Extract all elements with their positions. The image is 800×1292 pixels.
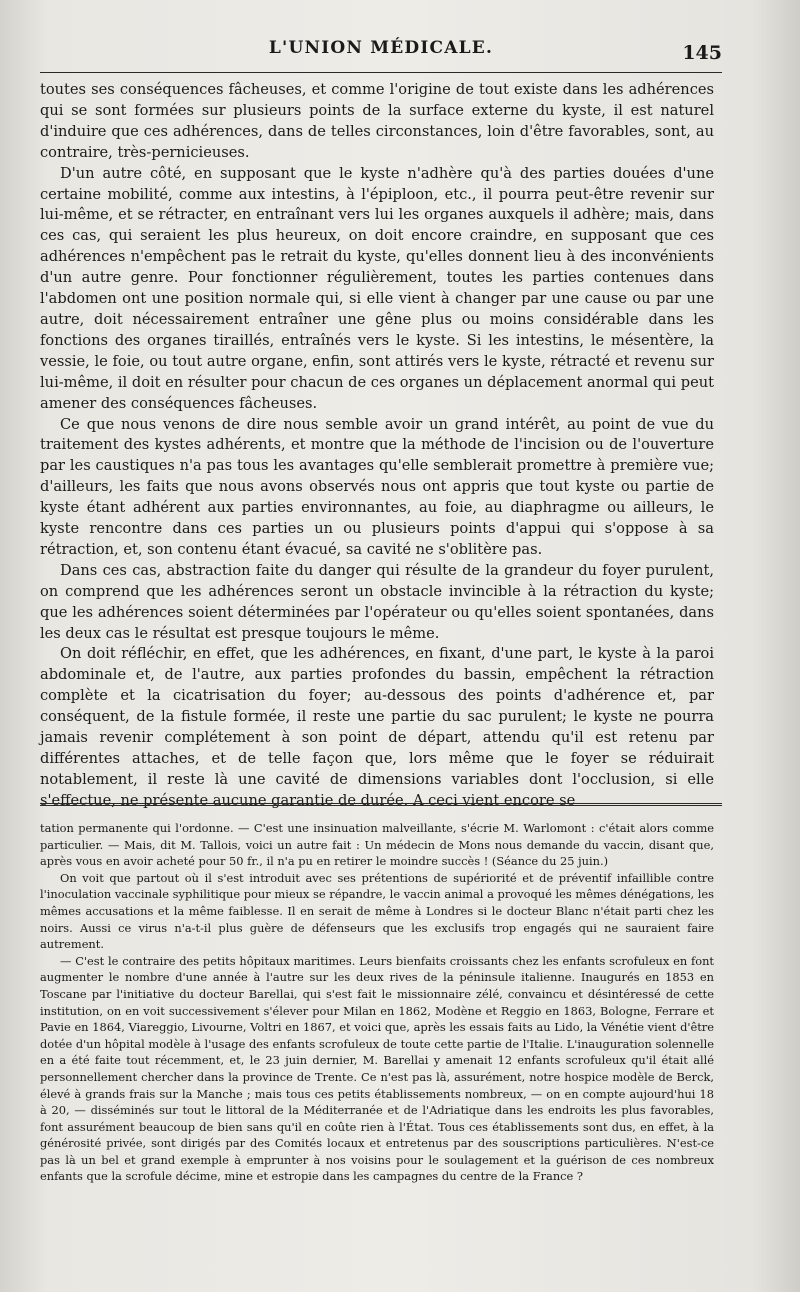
footer-paragraph: — C'est le contraire des petits hôpitaux maritimes. Leurs bienfaits croissants chez les enfants scrofuleux en font augmenter le nombre d'une année à l'autre sur les deux rives de la péninsule italienne. Inaugurés en 1853 en Toscane par l'initiative du docteur Barellai, qui s'est fait le missionnaire zélé, convaincu et désintéressé de cette institution, on en voit successivement s'élever pour Milan en 1862, Modène et Reggio en 1863, Bologne, Ferrare et Pavie en 1864, Viareggio, Livourne, Voltri en 1867, et voici que, après les essais faits au Lido, la Vénétie vient d'être dotée d'un hôpital modèle à l'usage des enfants scrofuleux de toute cette partie de l'Italie. L'inauguration solennelle en a été faite tout récemment, et, le 23 juin dernier, M. Barellai y amenait 12 enfants scrofuleux qu'il était allé personnellement chercher dans la province de Trente. Ce n'est pas là, assurément, notre hospice modèle de Berck, élevé à grands frais sur la Manche ; mais tous ces petits établissements nombreux, — on en compte aujourd'hui 18 à 20, — disséminés sur tout le littoral de la Méditerranée et de l'Adriatique dans les endroits les plus favorables, font assurément beaucoup de bien sans qu'il en coûte rien à l'État. Tous ces établissements sont dus, en effet, à la générosité privée, sont dirigés par des Comités locaux et entretenus par des souscriptions particulières. N'est-ce pas là un bel et grand exemple à emprunter à nos voisins pour le soulagement et la guérison de ces nombreux enfants que la scrofule décime, mine et estropie dans les campagnes du centre de la France ? [40, 953, 714, 1184]
paragraph: Dans ces cas, abstraction faite du danger qui résulte de la grandeur du foyer purulent, on comprend que les adhérences seront un obstacle invincible à la rétraction du kyste; que les adhérences soient déterminées par l'opérateur ou qu'elles soient spontanées, dans les deux cas le résultat est presque toujours le même. [40, 561, 714, 642]
main-text [40, 80, 714, 812]
feuilleton-text [40, 820, 714, 1185]
page-number: 145 [682, 42, 722, 64]
paragraph: D'un autre côté, en supposant que le kyste n'adhère qu'à des parties douées d'une certaine mobilité, comme aux intestins, à l'épiploon, etc., il pourra peut-être revenir sur lui-même, et se rétracter, en entraînant vers lui les organes auxquels il adhère; mais, dans ces cas, qui seraient les plus heureux, on doit encore craindre, en supposant que ces adhérences n'empêchent pas le retrait du kyste, qu'elles donnent lieu à des inconvénients d'un autre genre. Pour fonctionner régulièrement, toutes les parties contenues dans l'abdomen ont une position normale qui, si elle vient à changer par une cause ou par une autre, doit nécessairement entraîner une gêne plus ou moins considérable dans les fonctions des organes tiraillés, entraînés vers le kyste. Si les intestins, le mésentère, la vessie, le foie, ou tout autre organe, enfin, sont attirés vers le kyste, rétracté et revenu sur lui-même, il doit en résulter pour chacun de ces organes un déplacement anormal qui peut amener des conséquences fâcheuses. [40, 164, 714, 412]
footer-paragraph: tation permanente qui l'ordonne. — C'est une insinuation malveillante, s'écrie M. Warlomont : c'était alors comme particulier. — Mais, dit M. Tallois, voici un autre fait : Un médecin de Mons nous demande du vaccin, disant que, après vous en avoir acheté pour 50 fr., il n'a pu en retirer le moindre succès ! (Séance du 25 juin.) [40, 821, 714, 869]
section-divider [40, 803, 722, 809]
running-title: L'UNION MÉDICALE. [268, 38, 494, 58]
page-header [40, 38, 722, 68]
paragraph: toutes ses conséquences fâcheuses, et comme l'origine de tout existe dans les adhérences qui se sont formées sur plusieurs points de la surface externe du kyste, il est naturel d'induire que ces adhérences, dans de telles circonstances, loin d'être favorables, sont, au contraire, très-pernicieuses. [40, 81, 714, 161]
footer-paragraph: On voit que partout où il s'est introduit avec ses prétentions de supériorité et de préventif infaillible contre l'inoculation vaccinale syphilitique pour mieux se répandre, le vaccin animal a provoqué les mêmes dénégations, les mêmes accusations et la même faiblesse. Il en serait de même à Londres si le docteur Blanc n'était parti chez les noirs. Aussi ce virus n'a-t-il plus guère de défenseurs que les exclusifs trop engagés qui ne sauraient faire autrement. [40, 870, 714, 952]
paragraph: On doit réfléchir, en effet, que les adhérences, en fixant, d'une part, le kyste à la paroi abdominale et, de l'autre, aux parties profondes du bassin, empêchent la rétraction complète et la cicatrisation du foyer; au-dessous des points d'adhérence et, par conséquent, de la fistule formée, il reste une partie du sac purulent; le kyste ne pourra jamais revenir complétement à son point de départ, attendu qu'il est retenu par différentes attaches, et de telle façon que, lors même que le foyer se réduirait notablement, il reste là une cavité de dimensions variables dont l'occlusion, si elle s'effectue, ne présente aucune garantie de durée. A ceci vient encore se [40, 645, 714, 809]
header-rule [40, 72, 722, 73]
paragraph: Ce que nous venons de dire nous semble avoir un grand intérêt, au point de vue du traitement des kystes adhérents, et montre que la méthode de l'incision ou de l'ouverture par les caustiques n'a pas tous les avantages qu'elle semblerait promettre à première vue; d'ailleurs, les faits que nous avons observés nous ont appris que tout kyste ou partie de kyste étant adhérent aux parties environnantes, au foie, au diaphragme ou ailleurs, le kyste rencontre dans ces parties un ou plusieurs points d'appui qui s'oppose à sa rétraction, et, son contenu étant évacué, sa cavité ne s'oblitère pas. [40, 415, 714, 558]
